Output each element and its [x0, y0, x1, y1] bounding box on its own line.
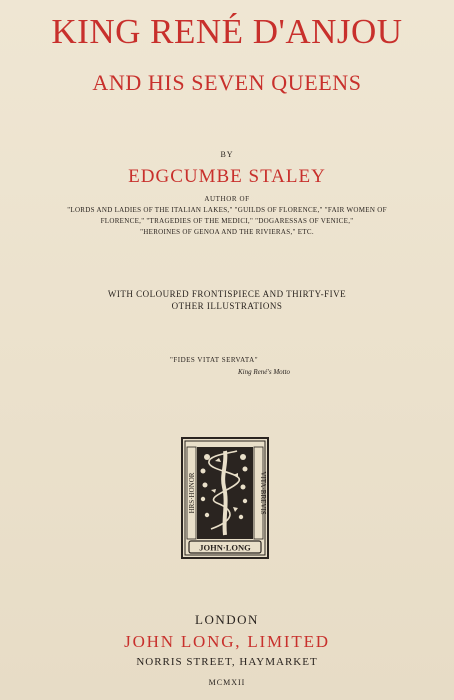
imprint-year: MCMXII: [208, 678, 246, 687]
imprint-publisher: JOHN LONG, LIMITED: [124, 632, 330, 651]
author-of-label: AUTHOR OF: [204, 195, 250, 203]
by-label: BY: [220, 150, 234, 159]
device-legend-right: VITA·BREVIS: [259, 471, 267, 515]
author-name: EDGCUMBE STALEY: [128, 166, 326, 187]
other-works-line-2: FLORENCE," "TRAGEDIES OF THE MEDICI," "DOGARESSAS OF VENICE,": [100, 217, 354, 225]
imprint-city: LONDON: [195, 612, 259, 627]
illustrations-note-line-1: WITH COLOURED FRONTISPIECE AND THIRTY-FIVE: [107, 289, 347, 299]
motto-text: "FIDES VITAT SERVATA": [170, 356, 259, 364]
illustrations-note-line-2: OTHER ILLUSTRATIONS: [171, 301, 283, 311]
other-works-line-3: "HEROINES OF GENOA AND THE RIVIERAS," ETC.: [140, 228, 314, 236]
device-legend-bottom: JOHN·LONG: [199, 542, 251, 553]
other-works-line-1: "LORDS AND LADIES OF THE ITALIAN LAKES," "GUILDS OF FLORENCE," "FAIR WOMEN OF: [67, 206, 387, 214]
book-title-line-2: AND HIS SEVEN QUEENS: [92, 70, 362, 95]
device-legend-left: HRS·HONOR: [188, 472, 196, 514]
book-title-line-1: KING RENÉ D'ANJOU: [51, 12, 403, 51]
motto-attribution: King René's Motto: [238, 368, 291, 376]
imprint-address: NORRIS STREET, HAYMARKET: [136, 656, 318, 668]
publisher-device-icon: [181, 437, 269, 559]
